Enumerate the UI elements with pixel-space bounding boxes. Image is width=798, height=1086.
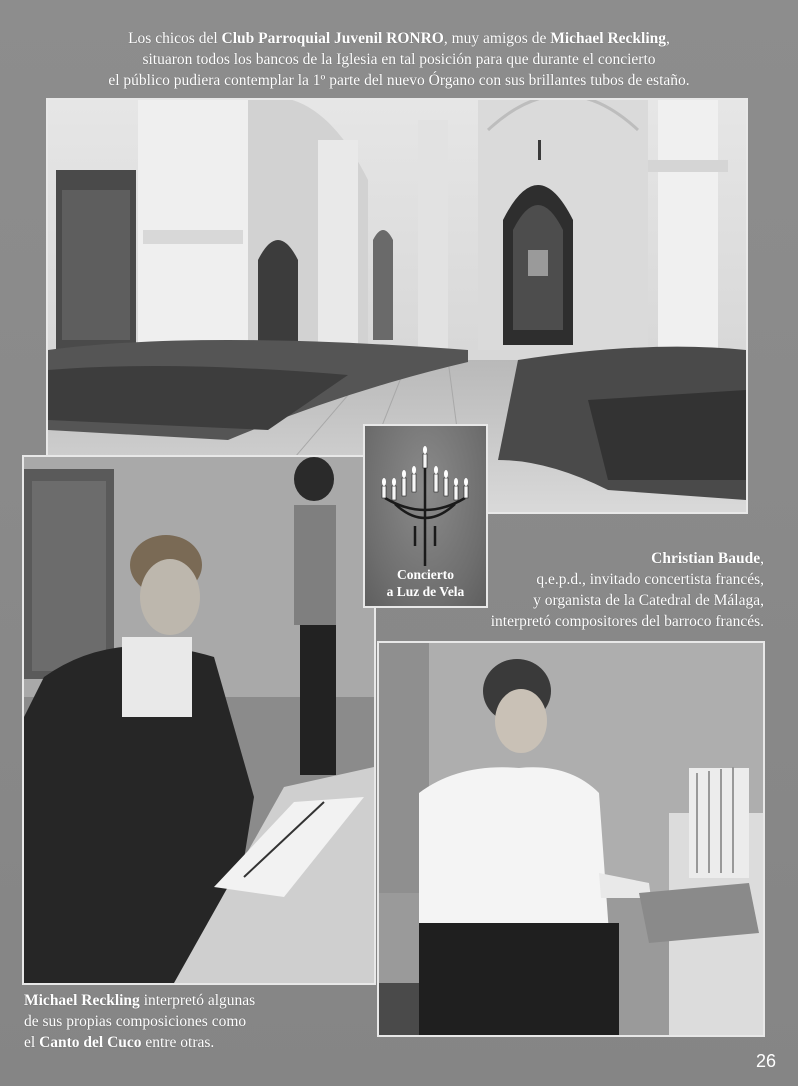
baude-caption-line-4: interpretó compositores del barroco francés. bbox=[490, 613, 764, 630]
candelabra-icon bbox=[365, 426, 486, 566]
page-number: 26 bbox=[755, 1051, 776, 1071]
baude-caption-line-3: y organista de la Catedral de Málaga, bbox=[533, 592, 764, 609]
top-caption-line-3: el público pudiera contemplar la 1º parte del nuevo Órgano con sus brillantes tubos de estaño. bbox=[108, 72, 690, 89]
reckling-caption-line-2: de sus propias composiciones como bbox=[24, 1013, 247, 1030]
person-name: Christian Baude bbox=[651, 550, 761, 567]
club-name: Club Parroquial Juvenil RONRO bbox=[221, 30, 444, 47]
top-caption-line-2: situaron todos los bancos de la Iglesia en tal posición para que durante el concierto bbox=[142, 51, 656, 68]
baude-caption bbox=[404, 548, 764, 632]
caption-text: Los chicos del bbox=[128, 30, 222, 47]
caption-text: , bbox=[666, 30, 670, 47]
candle-label-line-1: Concierto bbox=[397, 567, 454, 582]
caption-text: interpretó algunas bbox=[139, 992, 256, 1009]
top-caption bbox=[20, 28, 778, 91]
reckling-caption-line-3 bbox=[24, 1032, 324, 1053]
person-name: Michael Reckling bbox=[550, 30, 667, 47]
top-caption-line-1 bbox=[20, 28, 778, 49]
caption-text: , muy amigos de bbox=[443, 30, 551, 47]
baude-organ-photo bbox=[377, 641, 765, 1037]
reckling-piano-photo bbox=[22, 455, 376, 985]
caption-text: entre otras. bbox=[141, 1034, 215, 1051]
caption-text: , bbox=[760, 550, 764, 567]
reckling-caption bbox=[24, 990, 324, 1053]
caption-text: el bbox=[24, 1034, 40, 1051]
baude-caption-line-2: q.e.p.d., invitado concertista francés, bbox=[536, 571, 764, 588]
person-name: Michael Reckling bbox=[24, 992, 140, 1009]
piece-title: Canto del Cuco bbox=[39, 1034, 142, 1051]
candle-label-line-2: a Luz de Vela bbox=[386, 584, 465, 599]
reckling-caption-line-1 bbox=[24, 990, 324, 1011]
baude-caption-line-1 bbox=[404, 548, 764, 569]
